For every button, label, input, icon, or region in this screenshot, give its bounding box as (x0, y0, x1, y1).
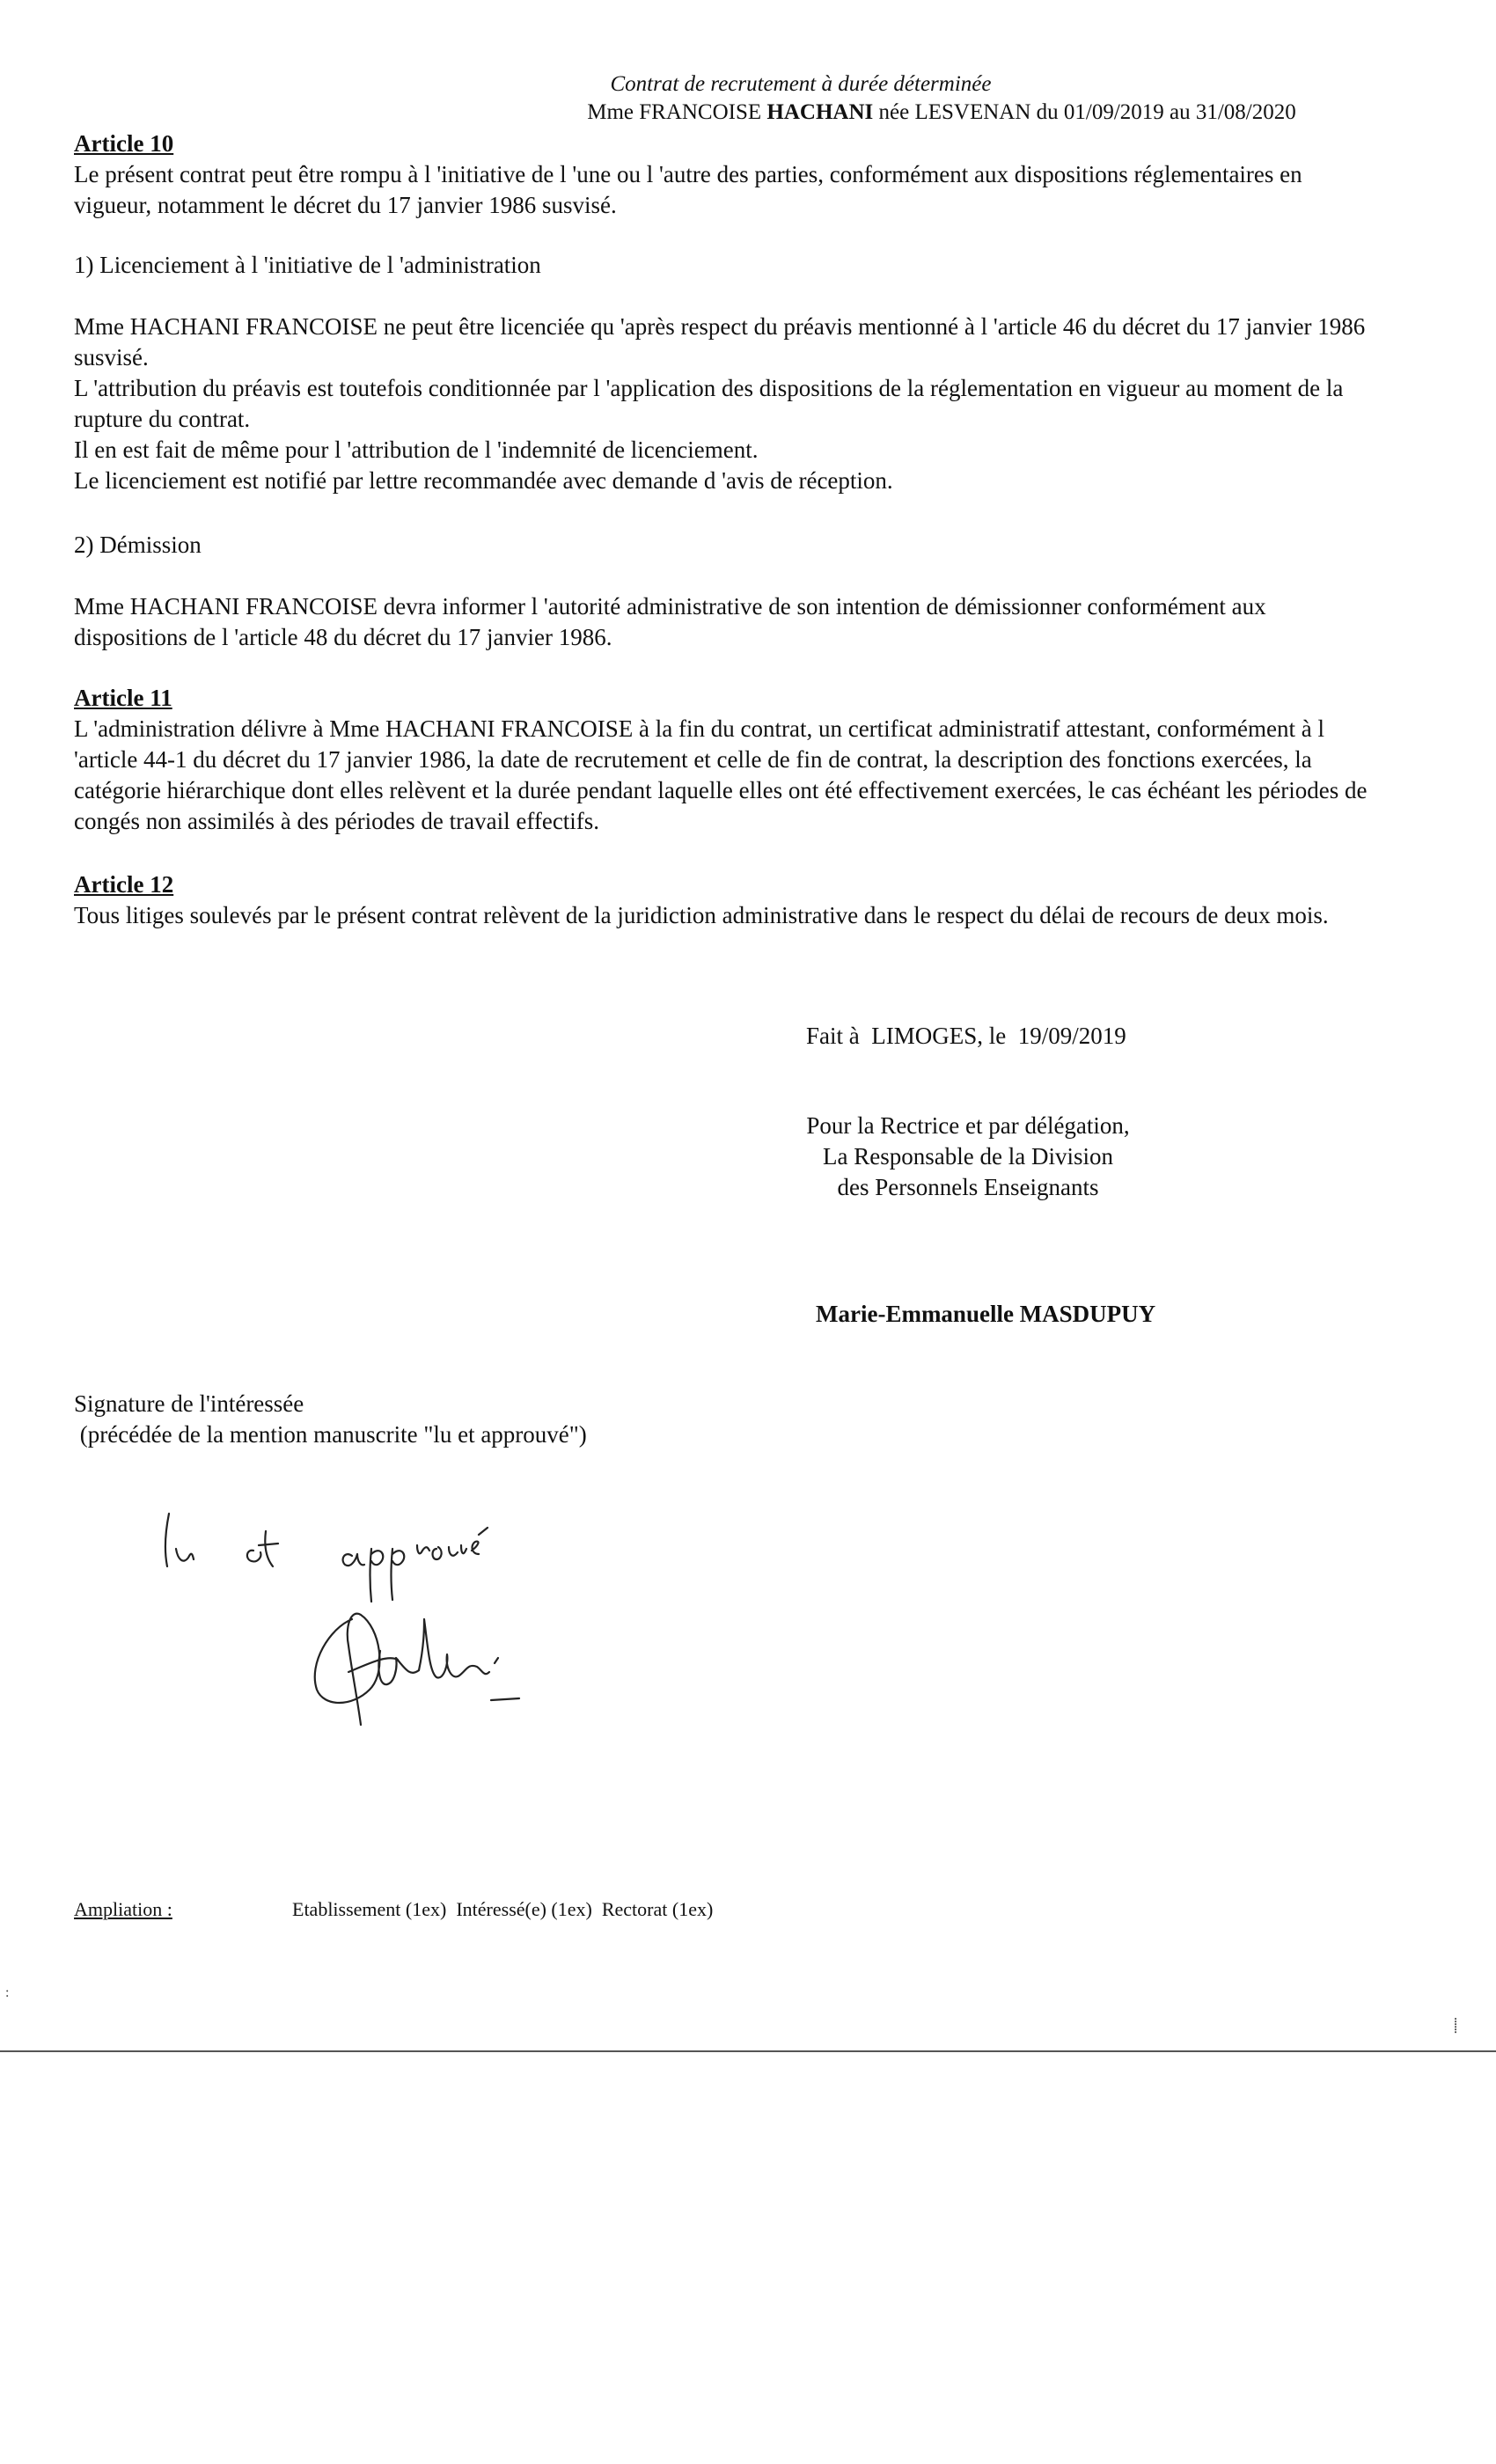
contract-subtitle-surname: HACHANI (766, 100, 874, 124)
contract-subtitle-suffix: née LESVENAN du 01/09/2019 au 31/08/2020 (873, 100, 1296, 124)
delegation-block (748, 1111, 1188, 1203)
handwritten-signature (150, 1496, 572, 1760)
article-11 (74, 683, 1385, 837)
article-10-section-1-body (74, 312, 1385, 496)
scan-mark-left: : (5, 1985, 10, 2000)
article-10-section-2-body (74, 591, 1385, 653)
article-10-section-1 (74, 250, 1385, 281)
section-2-paragraph-1: Mme HACHANI FRANCOISE devra informer l 'autorité administrative de son intention de démissionner conformément aux dispositions de l 'article 48 du décret du 17 janvier 1986. (74, 593, 1266, 650)
section-1-paragraph-2: L 'attribution du préavis est toutefois conditionnée par l 'application des dispositions de la réglementation en vigueur au moment de la rupture du contrat. (74, 375, 1344, 432)
article-12-text: Tous litiges soulevés par le présent contrat relèvent de la juridiction administrative dans le respect du délai de recours de deux mois. (74, 902, 1329, 928)
contract-subtitle (0, 99, 1496, 127)
article-10-section-2 (74, 530, 1385, 561)
delegation-line-2: La Responsable de la Division (823, 1143, 1113, 1170)
interessee-block (74, 1389, 866, 1450)
section-1-paragraph-4: Le licenciement est notifié par lettre recommandée avec demande d 'avis de réception. (74, 467, 893, 494)
section-1-paragraph-1: Mme HACHANI FRANCOISE ne peut être licenciée qu 'après respect du préavis mentionné à l 'article 46 du décret du 17 janvier 1986 susvisé. (74, 313, 1366, 370)
ampliation-text: Etablissement (1ex) Intéressé(e) (1ex) Rectorat (1ex) (292, 1898, 714, 1920)
interessee-line-1: Signature de l'intéressée (74, 1390, 304, 1417)
section-1-paragraph-3: Il en est fait de même pour l 'attribution de l 'indemnité de licenciement. (74, 436, 759, 463)
delegation-line-3: des Personnels Enseignants (837, 1174, 1099, 1200)
contract-title: Contrat de recrutement à durée déterminée (610, 72, 992, 96)
delegation-line-1: Pour la Rectrice et par délégation, (806, 1112, 1130, 1139)
article-12-title: Article 12 (74, 871, 174, 898)
article-10-title: Article 10 (74, 130, 174, 157)
article-10 (74, 128, 1385, 221)
article-12 (74, 869, 1385, 931)
ampliation-label: Ampliation : (74, 1898, 172, 1920)
scan-mark-right: ⸽ (1454, 2019, 1458, 2034)
article-11-text: L 'administration délivre à Mme HACHANI FRANCOISE à la fin du contrat, un certificat administratif attestant, conformément à l 'article 44-1 du décret du 17 janvier 1986, la date de recrutement et celle de fin de contrat, la description des fonctions exercées, la catégorie hiérarchique dont elles relèvent et la durée pendant laquelle elles ont été effectivement exercées, le cas échéant les périodes de congés non assimilés à des périodes de travail effectifs. (74, 715, 1368, 834)
article-10-intro: Le présent contrat peut être rompu à l 'initiative de l 'une ou l 'autre des parties, conformément aux dispositions réglementaires en vigueur, notamment le décret du 17 janvier 1986 susvisé. (74, 161, 1302, 218)
section-2-title: 2) Démission (74, 532, 202, 558)
section-1-title: 1) Licenciement à l 'initiative de l 'administration (74, 252, 541, 278)
interessee-line-2: (précédée de la mention manuscrite "lu et approuvé") (74, 1421, 587, 1448)
signatory-name: Marie-Emmanuelle MASDUPUY (816, 1301, 1156, 1327)
bottom-rule (0, 2050, 1496, 2052)
place-date: Fait à LIMOGES, le 19/09/2019 (806, 1023, 1126, 1049)
article-11-title: Article 11 (74, 685, 172, 711)
contract-subtitle-prefix: Mme FRANCOISE (587, 100, 767, 124)
